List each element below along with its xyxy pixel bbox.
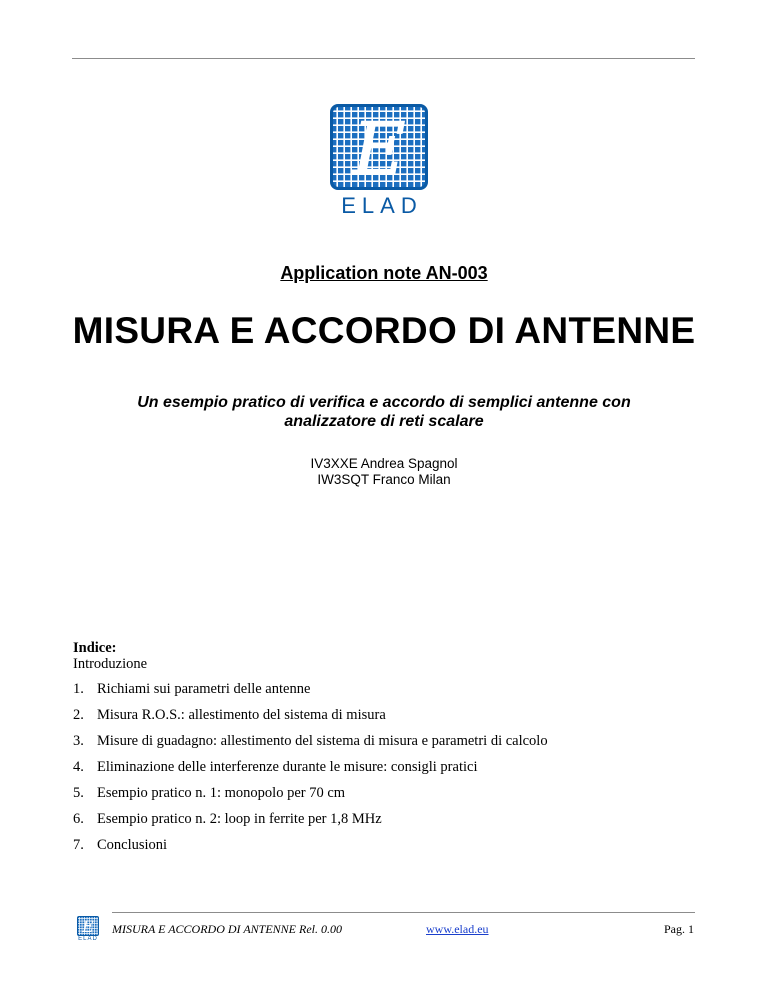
footer-logo-icon (77, 916, 99, 936)
toc-heading: Indice: (73, 640, 117, 656)
footer-logo-brand: ELAD (78, 936, 98, 942)
toc-item (73, 836, 693, 862)
tagline-line-1: Un esempio pratico di verifica e accordo di semplici antenne con (137, 394, 631, 411)
tagline-line-2: analizzatore di reti scalare (284, 413, 484, 430)
toc-item-text: Esempio pratico n. 1: monopolo per 70 cm (97, 785, 346, 801)
logo-monogram: E (352, 107, 406, 190)
footer-logo-monogram: E (82, 917, 94, 936)
toc-item (73, 680, 693, 706)
toc-item-text: Conclusioni (97, 837, 168, 853)
author-1: IV3XXE Andrea Spagnol (310, 456, 458, 471)
toc-item (73, 732, 693, 758)
author-2: IW3SQT Franco Milan (317, 472, 451, 487)
header-rule (72, 58, 695, 59)
toc-item-text: Esempio pratico n. 2: loop in ferrite per 1,8 MHz (97, 811, 382, 827)
table-of-contents (73, 640, 693, 862)
toc-item-number: 2. (73, 707, 84, 723)
elad-logo (330, 104, 428, 216)
toc-item (73, 706, 693, 732)
document-title: MISURA E ACCORDO DI ANTENNE (72, 310, 696, 351)
toc-item-text: Misura R.O.S.: allestimento del sistema di misura (97, 707, 386, 723)
toc-item-text: Eliminazione delle interferenze durante le misure: consigli pratici (97, 759, 478, 775)
page-number: Pag. 1 (664, 922, 694, 936)
logo-grid-icon (330, 104, 428, 190)
authors (0, 456, 768, 488)
footer-logo (77, 916, 99, 944)
toc-item-number: 1. (73, 681, 84, 697)
footer-website-link[interactable]: www.elad.eu (426, 922, 489, 936)
toc-intro: Introduzione (73, 656, 148, 672)
toc-item-text: Misure di guadagno: allestimento del sistema di misura e parametri di calcolo (97, 733, 548, 749)
document-tagline (90, 393, 678, 431)
app-note-number: Application note AN-003 (280, 263, 488, 283)
toc-item-number: 6. (73, 811, 84, 827)
toc-item-number: 7. (73, 837, 84, 853)
toc-item-number: 5. (73, 785, 84, 801)
footer-document-title: MISURA E ACCORDO DI ANTENNE Rel. 0.00 (112, 922, 342, 936)
toc-item-number: 4. (73, 759, 84, 775)
toc-item (73, 810, 693, 836)
toc-item-text: Richiami sui parametri delle antenne (97, 681, 311, 697)
footer-rule (112, 912, 695, 913)
toc-item (73, 784, 693, 810)
logo-brand-text: ELAD (341, 193, 423, 218)
toc-item (73, 758, 693, 784)
toc-item-number: 3. (73, 733, 84, 749)
